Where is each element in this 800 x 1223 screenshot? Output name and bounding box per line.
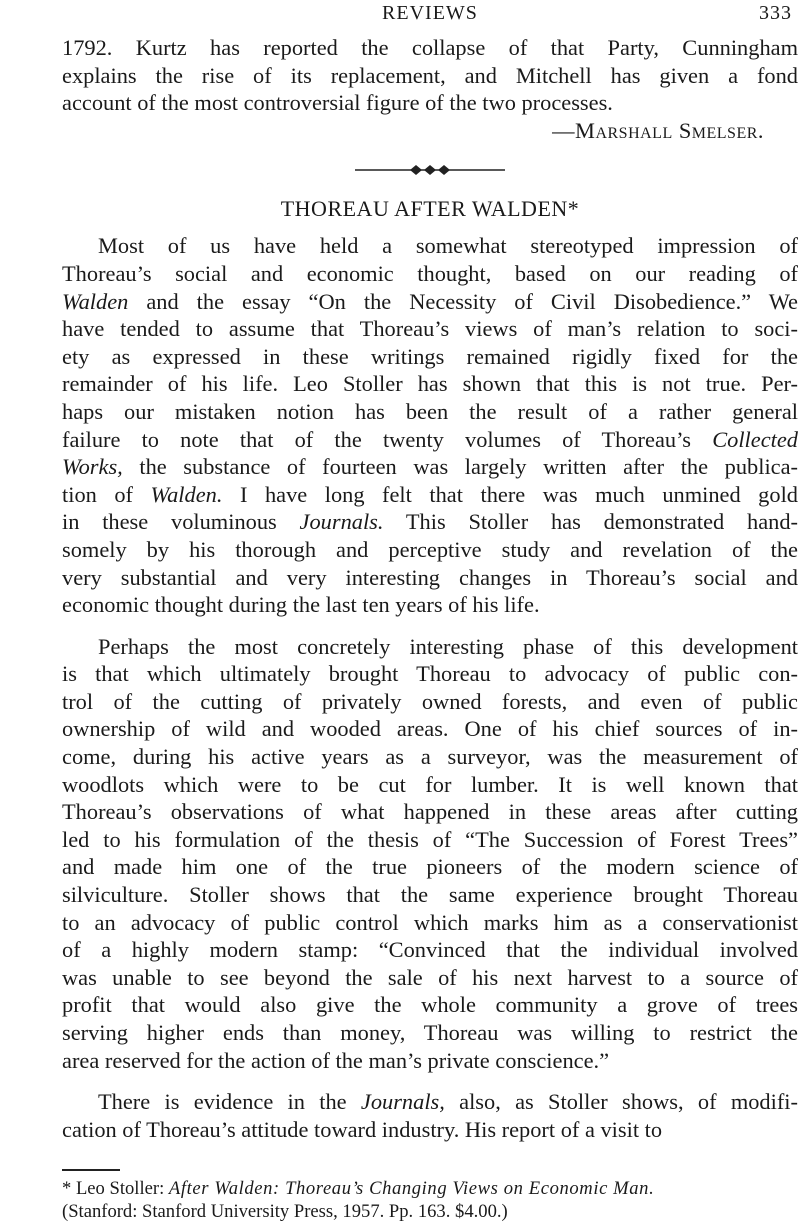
text-run: in these voluminous: [62, 509, 300, 535]
italic-title: Collected: [712, 426, 798, 452]
text-run: haps our mistaken notion has been the result of a rather general: [62, 398, 798, 424]
text-line: [62, 633, 798, 661]
text-line: [62, 1047, 798, 1075]
text-run: Most of us have held a somewhat stereotyped impression of: [98, 233, 798, 259]
text-line: [62, 508, 798, 536]
text-run: There is evidence in the: [98, 1089, 361, 1115]
text-line: [62, 715, 798, 743]
text-run: ownership of wild and wooded areas. One of his chief sources of in-: [62, 716, 798, 742]
text-run: Thoreau’s observations of what happened in these areas after cutting: [62, 799, 798, 825]
carryover-paragraph: [62, 34, 798, 117]
footnote-citation-prefix: * Leo Stoller:: [62, 1177, 169, 1199]
text-line: [62, 1088, 798, 1116]
text-line: 1792. Kurtz has reported the collapse of that Party, Cunningham: [62, 35, 798, 60]
text-run: somely by his thorough and perceptive study and revelation of the: [62, 536, 798, 562]
text-line: explains the rise of its replacement, and Mitchell has given a fond: [62, 62, 798, 88]
text-run: failure to note that of the twenty volumes of Thoreau’s: [62, 426, 713, 452]
text-line: [62, 315, 798, 343]
footnote-rule: [62, 1169, 120, 1171]
text-line: [62, 909, 798, 937]
text-run: area reserved for the action of the man’s private conscience.”: [62, 1047, 610, 1073]
footnote-line-2: (Stanford: Stanford University Press, 1957. Pp. 163. $4.00.): [62, 1200, 508, 1222]
footnote: [62, 1177, 798, 1223]
text-run: and made him one of the true pioneers of the modern science of: [62, 854, 798, 880]
text-run: cation of Thoreau’s attitude toward industry. His report of a visit to: [62, 1116, 663, 1142]
text-line: [62, 398, 798, 426]
text-line: [62, 936, 798, 964]
text-line: [62, 826, 798, 854]
footnote-line-1: [62, 1177, 798, 1200]
text-run: woodlots which were to be cut for lumber. It is well known that: [62, 771, 798, 797]
text-line: [62, 660, 798, 688]
text-run: economic thought during the last ten years of his life.: [62, 592, 540, 618]
italic-title: Works,: [62, 454, 123, 480]
text-run: profit that would also give the whole community a grove of trees: [62, 992, 798, 1018]
body-paragraph-1: [62, 232, 798, 618]
text-line: [62, 564, 798, 592]
text-line: [62, 881, 798, 909]
text-line: [62, 288, 798, 316]
italic-title: Journals,: [360, 1089, 445, 1115]
text-run: very substantial and very interesting changes in Thoreau’s social and: [62, 564, 798, 590]
text-run: of a highly modern stamp: “Convinced that the individual involved: [62, 937, 798, 963]
italic-title: Journals.: [299, 509, 384, 535]
text-line: [62, 853, 798, 881]
section-ornament-icon: [355, 162, 505, 178]
text-run: come, during his active years as a surveyor, was the measurement of: [62, 744, 798, 770]
text-line: [62, 370, 798, 398]
text-line: [62, 536, 798, 564]
text-run: to an advocacy of public control which marks him as a conservationist: [62, 909, 798, 935]
text-line: [62, 771, 798, 799]
text-run: silviculture. Stoller shows that the same experience brought Thoreau: [62, 882, 798, 908]
text-run: serving higher ends than money, Thoreau was willing to restrict the: [62, 1020, 798, 1045]
text-line: [62, 991, 798, 1019]
text-run: Thoreau’s social and economic thought, based on our reading of: [62, 260, 798, 286]
text-run: ety as expressed in these writings remained rigidly fixed for the: [62, 343, 798, 369]
journal-page: [62, 0, 798, 1223]
text-run: the substance of fourteen was largely written after the publica-: [122, 454, 798, 480]
text-line: [62, 343, 798, 371]
text-run: led to his formulation of the thesis of “The Succession of Forest Trees”: [62, 826, 798, 852]
running-head-title: REVIEWS: [382, 2, 478, 24]
running-head: [62, 0, 798, 34]
text-line: [62, 688, 798, 716]
text-line: [62, 1116, 798, 1144]
review-signature: [62, 117, 798, 145]
page-number: 333: [759, 2, 792, 24]
text-run: is that which ultimately brought Thoreau to advocacy of public con-: [62, 661, 798, 687]
text-line: [62, 260, 798, 288]
text-run: This Stoller has demonstrated hand-: [383, 509, 798, 535]
text-line: account of the most controversial figure of the two processes.: [62, 90, 613, 116]
text-line: [62, 964, 798, 992]
text-line: [62, 1019, 798, 1047]
text-line: [62, 481, 798, 509]
text-line: [62, 232, 798, 260]
signature-text: —Marshall Smelser.: [552, 117, 764, 143]
text-run: have tended to assume that Thoreau’s views of man’s relation to soci-: [62, 316, 798, 342]
text-run: I have long felt that there was much unmined gold: [222, 481, 798, 507]
text-line: [62, 798, 798, 826]
italic-title: Walden: [62, 288, 129, 314]
text-line: [62, 453, 798, 481]
footnote-book-title: After Walden: Thoreau’s Changing Views on Economic Man.: [168, 1177, 655, 1199]
text-run: was unable to see beyond the sale of his next harvest to a source of: [62, 964, 798, 990]
text-run: also, as Stoller shows, of modifi-: [444, 1089, 798, 1115]
text-line: [62, 591, 798, 619]
text-line: [62, 426, 798, 454]
text-run: and the essay “On the Necessity of Civil Disobedience.” We: [128, 288, 798, 314]
text-run: Perhaps the most concretely interesting phase of this development: [98, 633, 798, 659]
text-run: remainder of his life. Leo Stoller has shown that this is not true. Per-: [62, 371, 798, 397]
text-run: tion of: [62, 481, 151, 507]
body-paragraph-2: [62, 633, 798, 1075]
text-line: [62, 743, 798, 771]
review-heading: THOREAU AFTER WALDEN*: [280, 196, 580, 222]
body-paragraph-3: [62, 1088, 798, 1143]
italic-title: Walden.: [150, 481, 223, 507]
text-run: trol of the cutting of privately owned forests, and even of public: [62, 688, 798, 714]
